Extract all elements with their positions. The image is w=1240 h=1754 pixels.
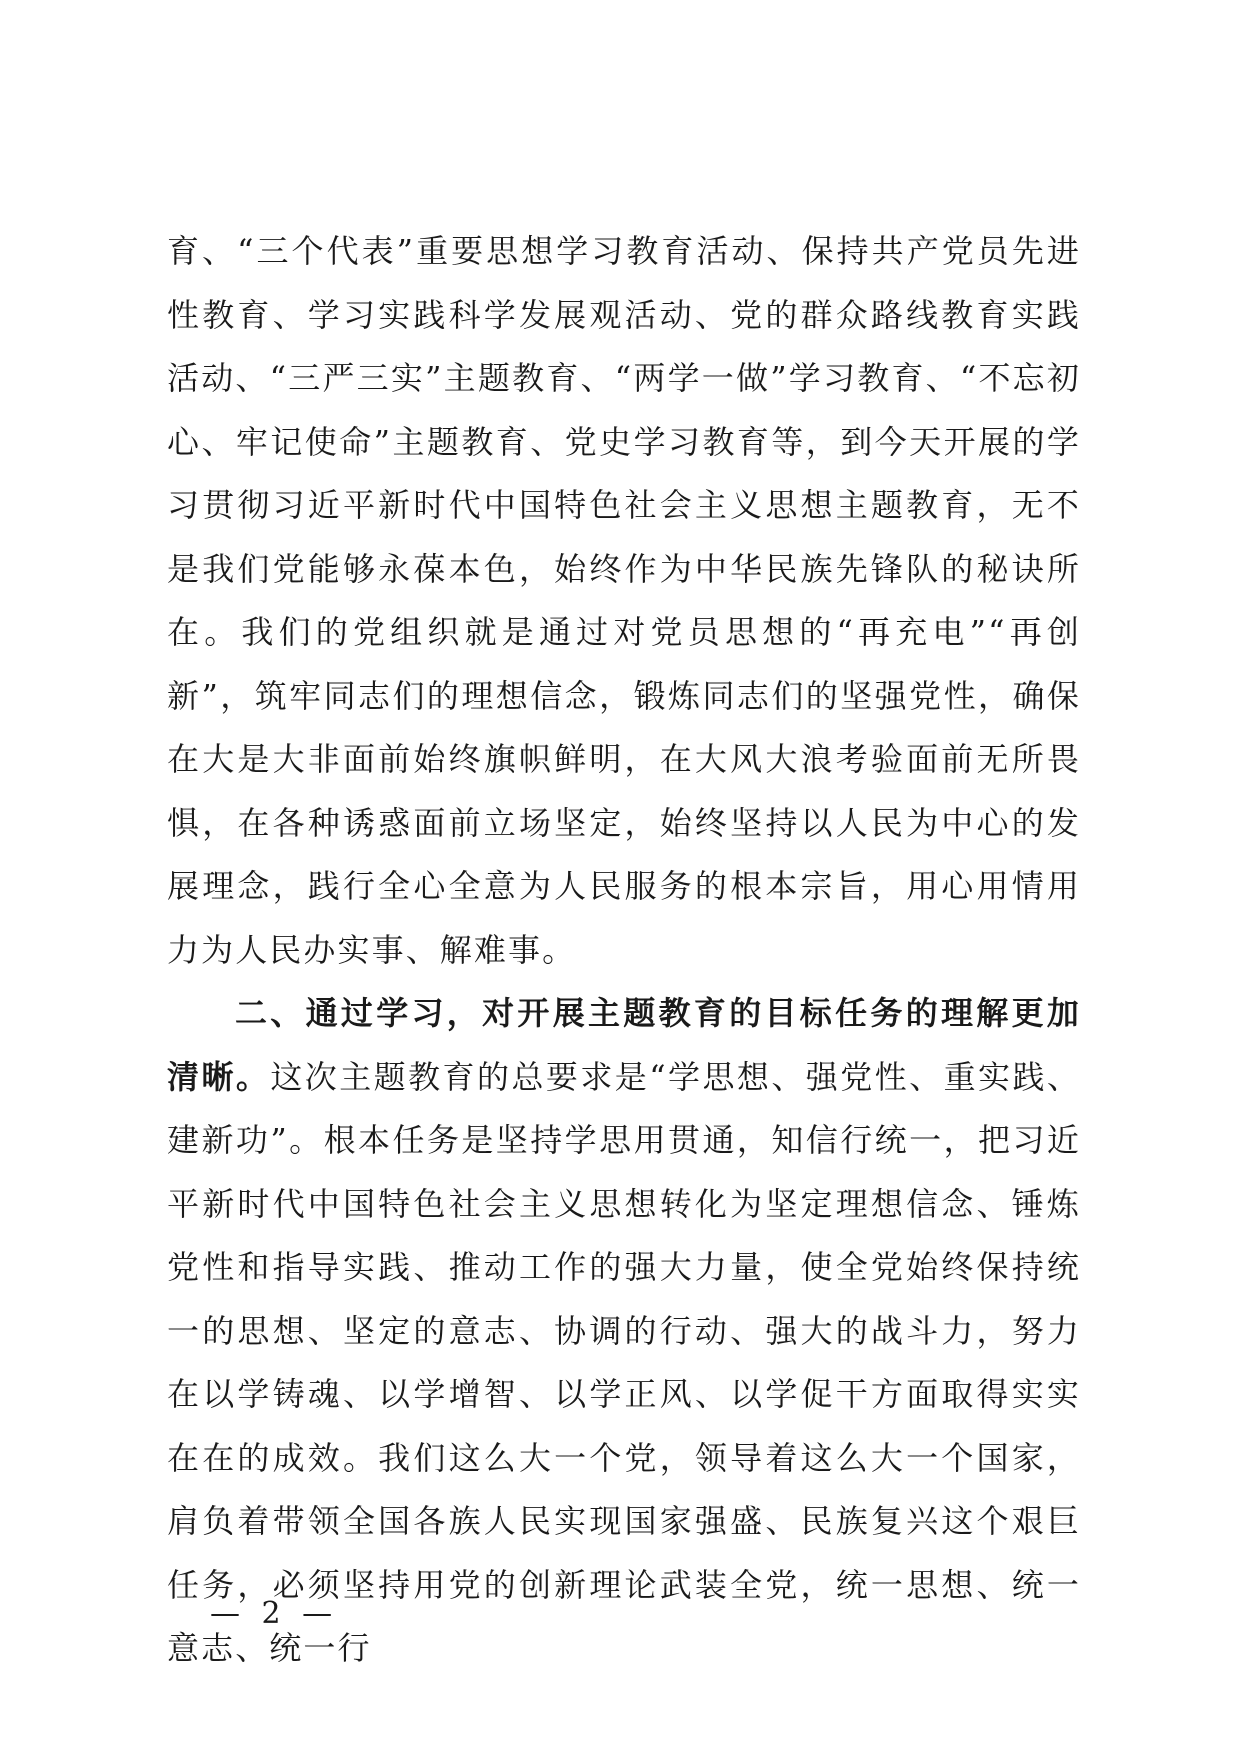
- page-number: — 2 —: [210, 1596, 339, 1631]
- paragraph-continuation: [167, 220, 1081, 982]
- paragraph-text: 育、“三个代表”重要思想学习教育活动、保持共产党员先进性教育、学习实践科学发展观活动、党的群众路线教育实践活动、“三严三实”主题教育、“两学一做”学习教育、“不忘初心、牢记使命”主题教育、党史学习教育等，到今天开展的学习贯彻习近平新时代中国特色社会主义思想主题教育，无不是我们党能够永葆本色，始终作为中华民族先锋队的秘诀所在。我们的党组织就是通过对党员思想的“再充电”“再创新”，筑牢同志们的理想信念，锻炼同志们的坚强党性，确保在大是大非面前始终旗帜鲜明，在大风大浪考验面前无所畏惧，在各种诱惑面前立场坚定，始终坚持以人民为中心的发展理念，践行全心全意为人民服务的根本宗旨，用心用情用力为人民办实事、解难事。: [167, 232, 1081, 969]
- document-body: [167, 220, 1081, 1681]
- paragraph-text: 这次主题教育的总要求是“学思想、强党性、重实践、建新功”。根本任务是坚持学思用贯通，知信行统一，把习近平新时代中国特色社会主义思想转化为坚定理想信念、锤炼党性和指导实践、推动工作的强大力量，使全党始终保持统一的思想、坚定的意志、协调的行动、强大的战斗力，努力在以学铸魂、以学增智、以学正风、以学促干方面取得实实在在的成效。我们这么大一个党，领导着这么大一个国家，肩负着带领全国各族人民实现国家强盛、民族复兴这个艰巨任务，必须坚持用党的创新理论武装全党，统一思想、统一意志、统一行: [167, 1057, 1081, 1667]
- section-heading-two: 二、通过学习，对开展主题教育的目标任务的理解更加清晰。: [167, 994, 1081, 1096]
- paragraph-section-two: [167, 982, 1081, 1681]
